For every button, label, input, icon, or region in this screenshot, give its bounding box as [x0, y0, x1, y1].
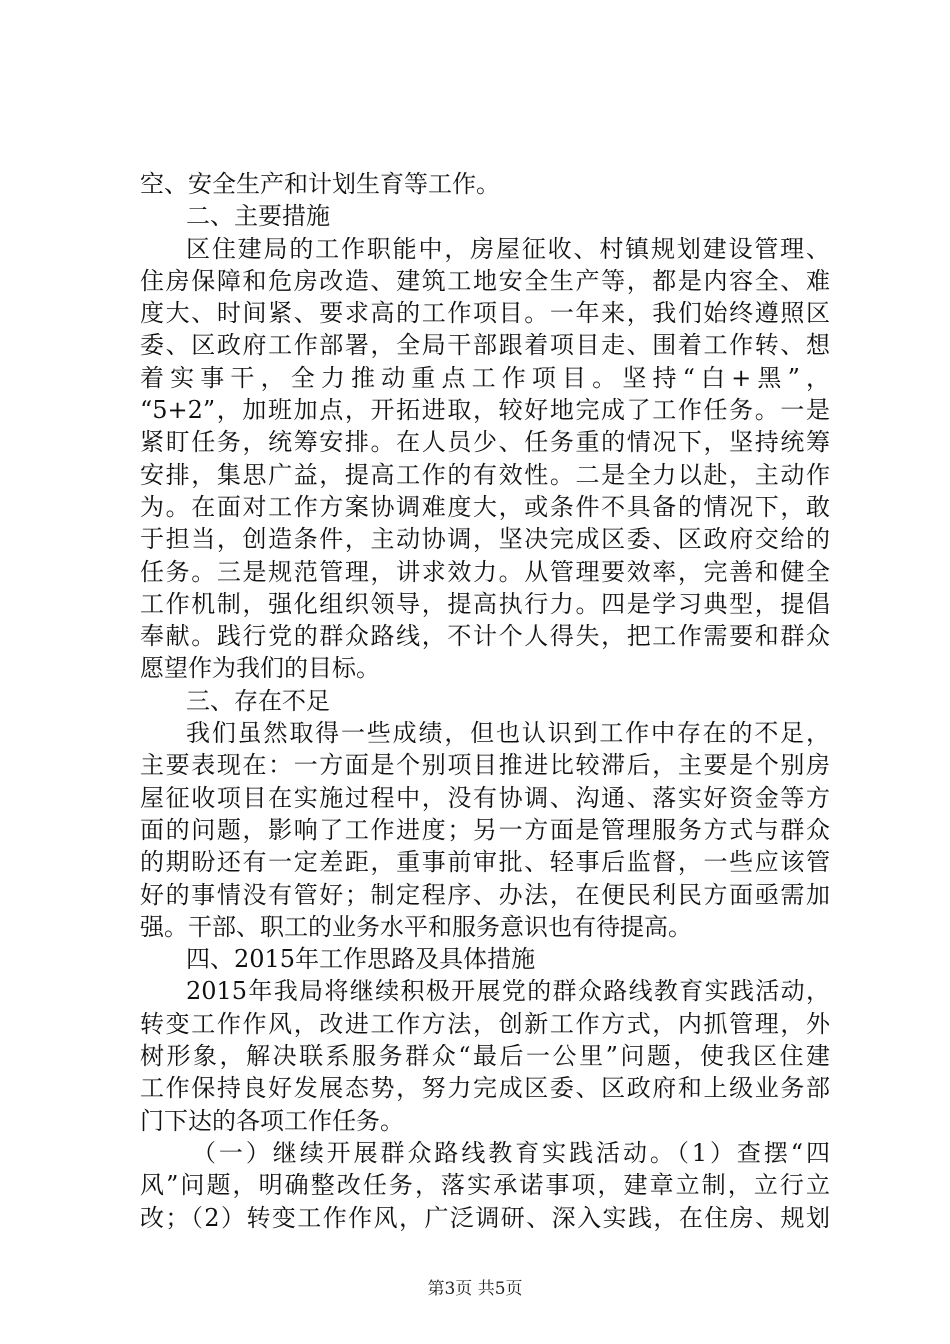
- text-line: 工作机制，强化组织领导，提高执行力。四是学习典型，提倡: [140, 589, 830, 618]
- text-line: 屋征收项目在实施过程中，没有协调、沟通、落实好资金等方: [140, 783, 830, 812]
- text-line: 树形象，解决联系服务群众“最后一公里”问题，使我区住建: [140, 1042, 830, 1071]
- text-line: 改；（2）转变工作作风，广泛调研、深入实践，在住房、规划: [140, 1203, 830, 1232]
- text-line: 着实事干，全力推动重点工作项目。坚持“白+黑”，: [140, 363, 830, 392]
- document-body: [140, 168, 830, 1234]
- text-line: 工作保持良好发展态势，努力完成区委、区政府和上级业务部: [140, 1074, 830, 1103]
- text-line: 度大、时间紧、要求高的工作项目。一年来，我们始终遵照区: [140, 299, 830, 328]
- text-line: 住房保障和危房改造、建筑工地安全生产等，都是内容全、难: [140, 266, 830, 295]
- text-line: 门下达的各项工作任务。: [140, 1106, 404, 1135]
- text-line: 面的问题，影响了工作进度；另一方面是管理服务方式与群众: [140, 815, 830, 844]
- text-line: 奉献。践行党的群众路线，不计个人得失，把工作需要和群众: [140, 622, 830, 651]
- page-number-footer: 第3页 共5页: [427, 1279, 523, 1299]
- text-line: 主要表现在：一方面是个别项目推进比较滞后，主要是个别房: [140, 751, 830, 780]
- text-line: 强。干部、职工的业务水平和服务意识也有待提高。: [140, 912, 692, 941]
- text-line: 为。在面对工作方案协调难度大，或条件不具备的情况下，敢: [140, 492, 830, 521]
- text-line: 安排，集思广益，提高工作的有效性。二是全力以赴，主动作: [140, 460, 830, 489]
- text-line: 于担当，创造条件，主动协调，坚决完成区委、区政府交给的: [140, 525, 830, 554]
- section-heading-shortcomings: 三、存在不足: [186, 686, 330, 715]
- text-line: 空、安全生产和计划生育等工作。: [140, 170, 500, 198]
- text-line: 好的事情没有管好；制定程序、办法，在便民利民方面亟需加: [140, 880, 830, 909]
- section-heading-measures: 二、主要措施: [186, 202, 330, 231]
- text-line: 的期盼还有一定差距，重事前审批、轻事后监督，一些应该管: [140, 848, 830, 877]
- text-line: 任务。三是规范管理，讲求效力。从管理要效率，完善和健全: [140, 557, 830, 586]
- text-line: 紧盯任务，统筹安排。在人员少、任务重的情况下，坚持统筹: [140, 428, 830, 457]
- text-line: 转变工作作风，改进工作方法，创新工作方式，内抓管理，外: [140, 1009, 830, 1038]
- text-line: “5+2”，加班加点，开拓进取，较好地完成了工作任务。一是: [140, 396, 830, 425]
- text-line: 风”问题，明确整改任务，落实承诺事项，建章立制，立行立: [140, 1171, 830, 1200]
- section-heading-2015-plan: 四、2015年工作思路及具体措施: [186, 945, 536, 974]
- text-line: 2015年我局将继续积极开展党的群众路线教育实践活动，: [186, 977, 830, 1006]
- text-line: 我们虽然取得一些成绩，但也认识到工作中存在的不足，: [186, 719, 830, 748]
- subsection-heading: （一）继续开展群众路线教育实践活动。（1）查摆“四: [192, 1138, 830, 1167]
- text-line: 区住建局的工作职能中，房屋征收、村镇规划建设管理、: [186, 234, 830, 263]
- text-line: 愿望作为我们的目标。: [140, 654, 380, 683]
- text-line: 委、区政府工作部署，全局干部跟着项目走、围着工作转、想: [140, 331, 830, 360]
